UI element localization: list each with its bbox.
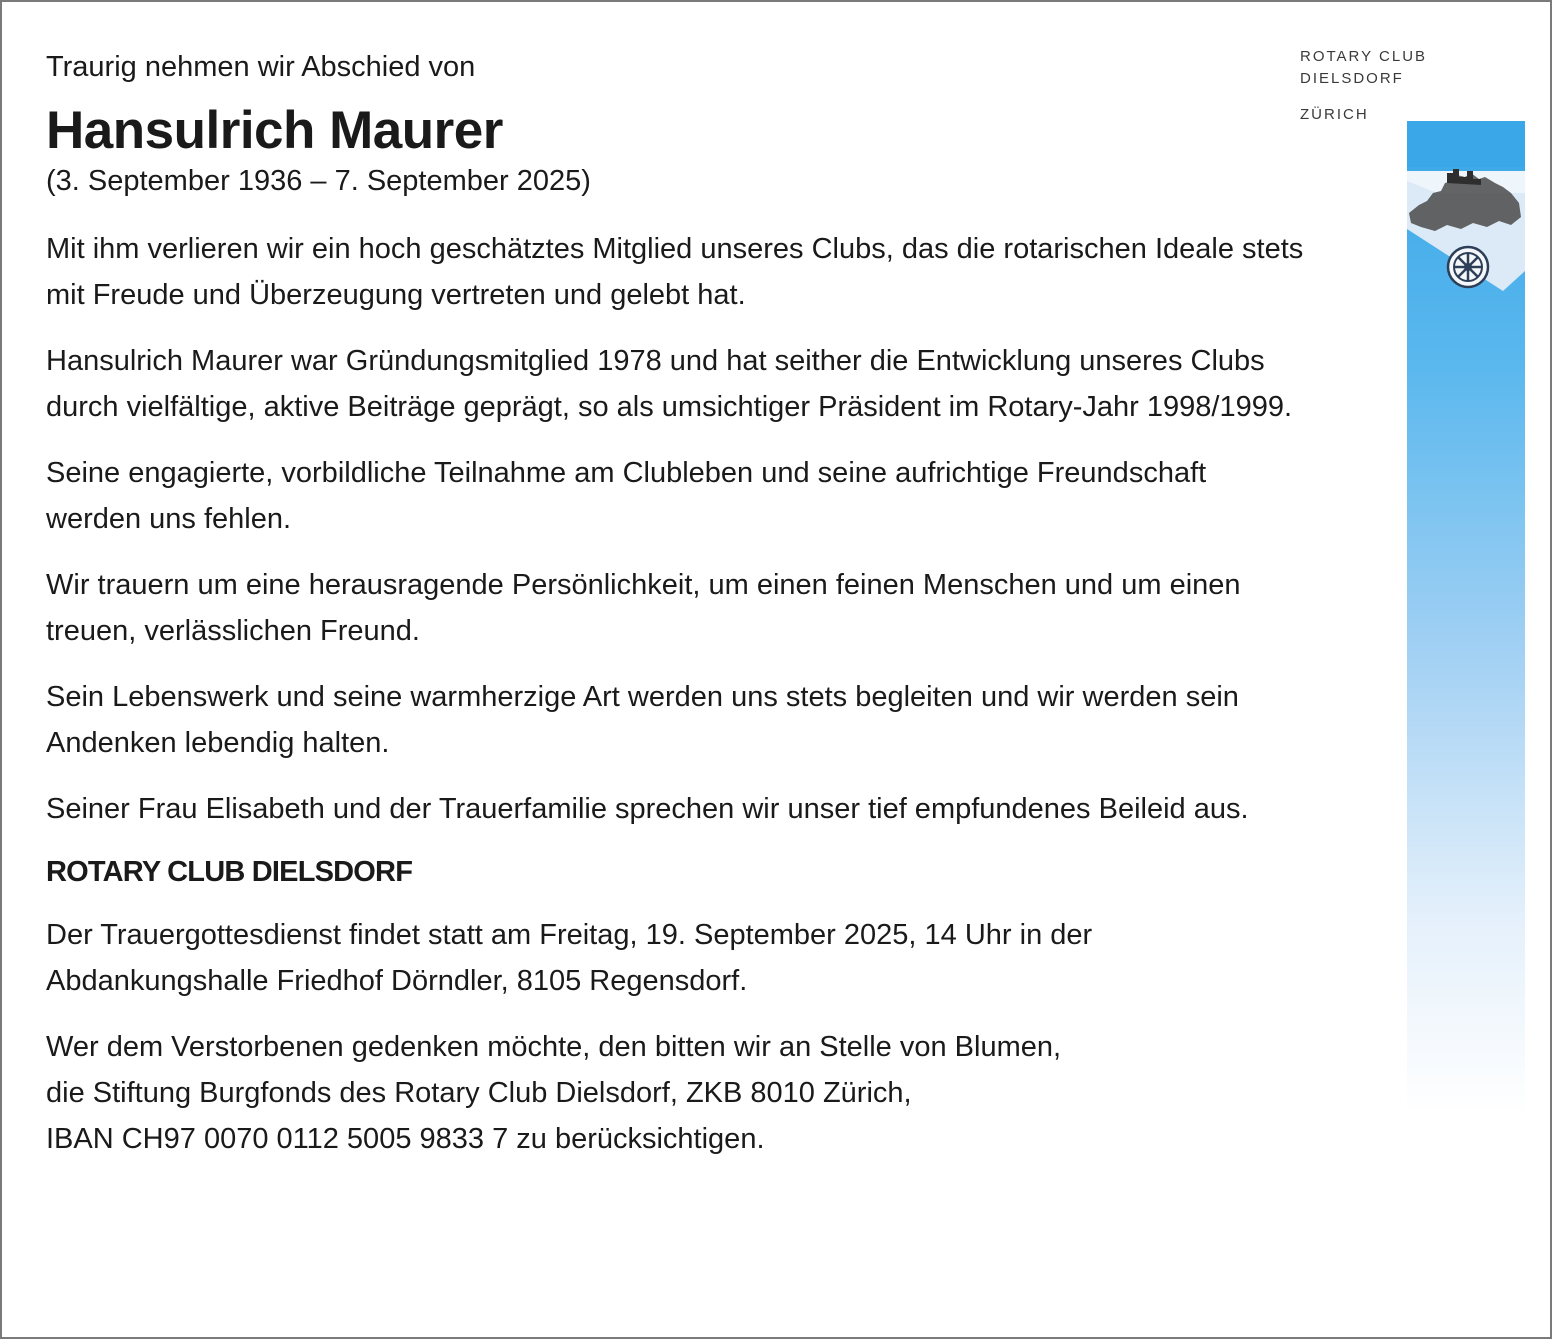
paragraph: Mit ihm verlieren wir ein hoch geschätztes Mitglied unseres Clubs, das die rotarischen Ideale stets mit Freude und Überzeugung vertreten und gelebt hat. bbox=[46, 233, 1304, 311]
donation-line: die Stiftung Burgfonds des Rotary Club Dielsdorf, ZKB 8010 Zürich, bbox=[46, 1077, 912, 1109]
logo-line: ROTARY CLUB bbox=[1300, 48, 1428, 65]
logo-city: ZÜRICH bbox=[1300, 106, 1369, 123]
paragraph: Seine engagierte, vorbildliche Teilnahme am Clubleben und seine aufrichtige Freundschaft werden uns fehlen. bbox=[46, 457, 1207, 535]
club-banner bbox=[1407, 121, 1525, 1116]
obituary-text bbox=[46, 48, 1306, 1162]
paragraph: Sein Lebenswerk und seine warmherzige Art werden uns stets begleiten und wir werden sein Andenken lebendig halten. bbox=[46, 681, 1239, 759]
paragraph: Wir trauern um eine herausragende Persönlichkeit, um einen feinen Menschen und um einen treuen, verlässlichen Freund. bbox=[46, 569, 1241, 647]
donation-line: IBAN CH97 0070 0112 5005 9833 7 zu berücksichtigen. bbox=[46, 1123, 765, 1155]
paragraph: Hansulrich Maurer war Gründungsmitglied 1978 und hat seither die Entwicklung unseres Clubs durch vielfältige, aktive Beiträge geprägt, so als umsichtiger Präsident im Rotary-Jahr 1998/1999. bbox=[46, 345, 1293, 423]
rotary-wheel-icon bbox=[1448, 247, 1488, 287]
donation-info bbox=[46, 1024, 1306, 1162]
service-info: Der Trauergottesdienst findet statt am Freitag, 19. September 2025, 14 Uhr in der Abdankungshalle Friedhof Dörndler, 8105 Regensdorf. bbox=[46, 919, 1093, 997]
club-signature: ROTARY CLUB DIELSDORF bbox=[46, 856, 413, 888]
castle-emblem-graphic bbox=[1407, 121, 1525, 321]
deceased-name: Hansulrich Maurer bbox=[46, 101, 503, 160]
logo-line: DIELSDORF bbox=[1300, 70, 1404, 87]
life-dates: (3. September 1936 – 7. September 2025) bbox=[46, 165, 591, 197]
intro-text: Traurig nehmen wir Abschied von bbox=[46, 51, 476, 83]
club-logo-text bbox=[1300, 46, 1427, 126]
paragraph: Seiner Frau Elisabeth und der Trauerfamilie sprechen wir unser tief empfundenes Beileid aus. bbox=[46, 793, 1249, 825]
donation-line: Wer dem Verstorbenen gedenken möchte, den bitten wir an Stelle von Blumen, bbox=[46, 1031, 1062, 1063]
